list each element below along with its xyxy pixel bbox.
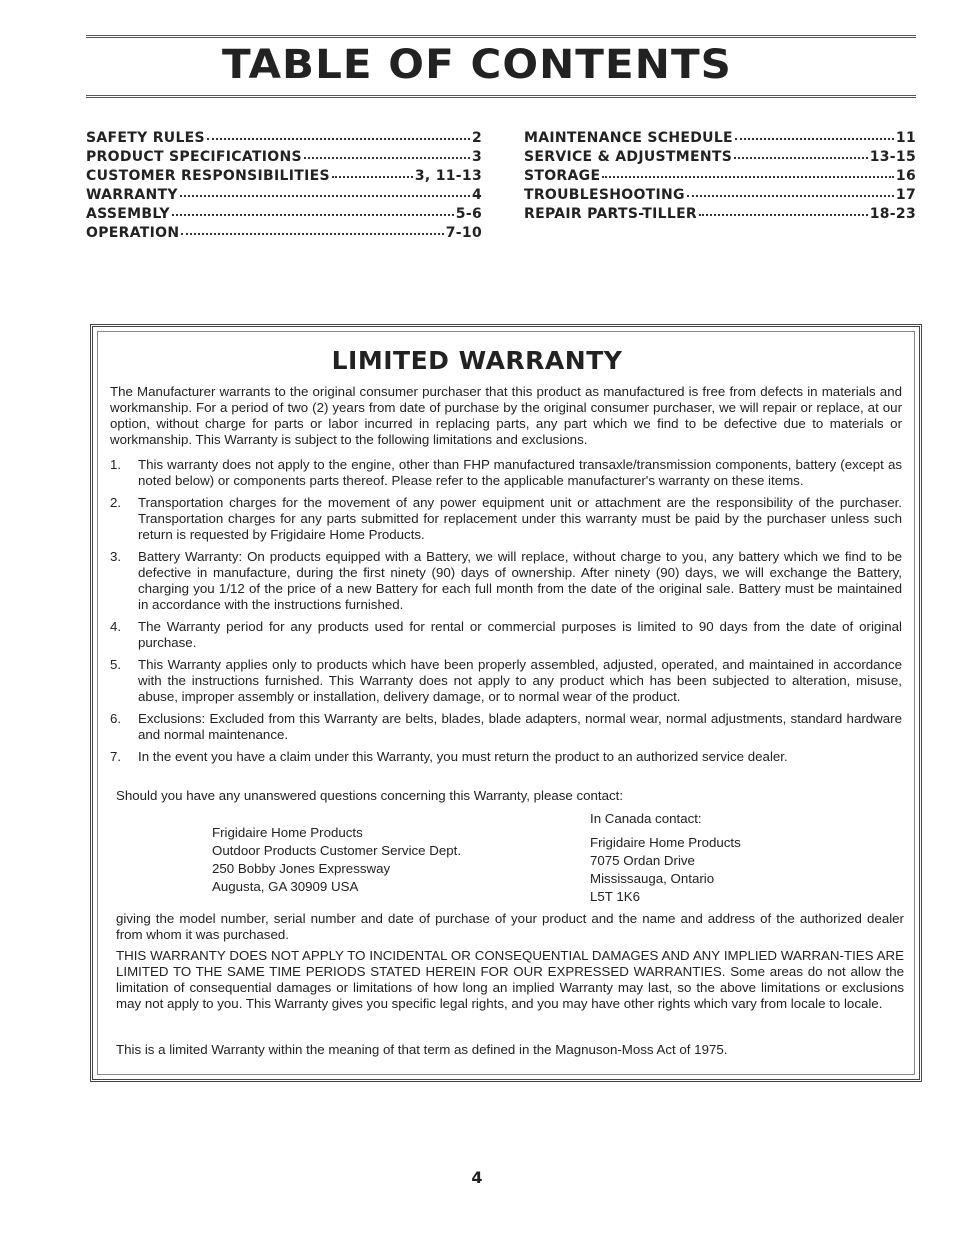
us-address-line: Augusta, GA 30909 USA — [212, 879, 359, 894]
list-item — [110, 457, 902, 489]
toc-entry-page: 18-23 — [869, 206, 916, 222]
toc-entry-page: 5-6 — [455, 206, 482, 222]
dot-leader — [181, 223, 443, 235]
disclaimer-paragraph: THIS WARRANTY DOES NOT APPLY TO INCIDENTAL OR CONSEQUENTIAL DAMAGES AND ANY IMPLIED WARRAN-TIES ARE LIMITED TO THE SAME TIME PERIODS STATED HEREIN FOR OUR EXPRESSED WARRANTIES. Some areas do not allow the limitation of consequential damages or limitations of how long an implied Warranty may last, so the above limitations or exclusions may not apply to you. This Warranty gives you specific legal rights, and you may have other rights which vary from locale to locale. — [116, 948, 904, 1011]
toc-entry-label: OPERATION — [86, 225, 180, 241]
toc-entry[interactable] — [524, 206, 916, 225]
list-item-number: 2. — [110, 495, 122, 510]
list-item-text: This Warranty applies only to products which have been properly assembled, adjusted, operated, and maintained in accordance with the instructions furnished. This Warranty does not apply to any product which has been subjected to alteration, misuse, abuse, improper assembly or installation, delivery damage, or to normal wear of the product. — [138, 657, 902, 704]
list-item-number: 7. — [110, 749, 122, 764]
us-address-block — [212, 824, 461, 896]
toc-entry-label: TROUBLESHOOTING — [524, 187, 685, 203]
list-item-text: Exclusions: Excluded from this Warranty are belts, blades, blade adapters, normal wear, normal adjustments, standard hardware and normal maintenance. — [138, 711, 902, 742]
toc-entry-label: STORAGE — [524, 168, 601, 184]
toc-entry-page: 3 — [471, 149, 482, 165]
toc-title: TABLE OF CONTENTS — [222, 42, 732, 88]
list-item-text: In the event you have a claim under this Warranty, you must return the product to an authorized service dealer. — [138, 749, 788, 764]
list-item — [110, 657, 902, 705]
dot-leader — [734, 147, 868, 159]
toc-entry-label: SERVICE & ADJUSTMENTS — [524, 149, 733, 165]
dot-leader — [332, 166, 413, 178]
toc-entry-label: ASSEMBLY — [86, 206, 170, 222]
list-item-text: This warranty does not apply to the engine, other than FHP manufactured transaxle/transmission components, battery (except as noted below) or components parts thereof. Please refer to the applicable manufacturer's warranty on these items. — [138, 457, 902, 488]
dot-leader — [304, 147, 470, 159]
list-item-text: The Warranty period for any products used for rental or commercial purposes is limited to 90 days from the date of original purchase. — [138, 619, 902, 650]
list-item-number: 3. — [110, 549, 122, 564]
toc-entry-label: PRODUCT SPECIFICATIONS — [86, 149, 302, 165]
dot-leader — [207, 128, 470, 140]
canada-contact-heading: In Canada contact: — [590, 811, 702, 826]
warranty-title: LIMITED WARRANTY — [331, 346, 623, 375]
list-item — [110, 619, 902, 651]
top-rule — [86, 35, 916, 38]
page-number: 4 — [471, 1168, 483, 1187]
toc-entry-label: SAFETY RULES — [86, 130, 205, 146]
warranty-limitations-list — [110, 457, 902, 771]
toc-entry-label: REPAIR PARTS-TILLER — [524, 206, 698, 222]
final-statement: This is a limited Warranty within the meaning of that term as defined in the Magnuson-Moss Act of 1975. — [116, 1042, 728, 1057]
toc-left-column — [86, 130, 482, 244]
toc-entry-label: MAINTENANCE SCHEDULE — [524, 130, 733, 146]
canada-address-line: L5T 1K6 — [590, 889, 641, 904]
toc-entry-page: 13-15 — [869, 149, 916, 165]
us-address-line: Frigidaire Home Products — [212, 825, 363, 840]
us-address-line: Outdoor Products Customer Service Dept. — [212, 843, 462, 858]
list-item — [110, 495, 902, 543]
toc-entry[interactable] — [86, 225, 482, 244]
toc-entry-page: 7-10 — [445, 225, 482, 241]
toc-right-column — [524, 130, 916, 225]
toc-entry-page: 16 — [895, 168, 916, 184]
toc-entry-label: CUSTOMER RESPONSIBILITIES — [86, 168, 330, 184]
dot-leader — [735, 128, 894, 140]
canada-address-line: 7075 Ordan Drive — [590, 853, 695, 868]
canada-address-line: Mississauga, Ontario — [590, 871, 715, 886]
warranty-intro: The Manufacturer warrants to the original consumer purchaser that this product as manufactured is free from defects in materials and workmanship. For a period of two (2) years from date of purchase by the original consumer purchaser, we will repair or replace, at our option, without charge for parts or labor incurred in replacing parts, any part which we find to be defective due to materials or workmanship. This Warranty is subject to the following limitations and exclusions. — [110, 384, 902, 447]
list-item-number: 4. — [110, 619, 122, 634]
toc-entry-page: 2 — [471, 130, 482, 146]
list-item-text: Battery Warranty: On products equipped with a Battery, we will replace, without charge to you, any battery which we find to be defective in manufacture, during the first ninety (90) days of ownership. After ninety (90) days, we will exchange the Battery, charging you 1/12 of the price of a new Battery for each full month from the date of the original sale. Battery must be maintained in accordance with the instructions furnished. — [138, 549, 902, 612]
list-item-number: 5. — [110, 657, 122, 672]
list-item — [110, 549, 902, 613]
list-item — [110, 749, 902, 765]
dot-leader — [699, 204, 868, 216]
dot-leader — [602, 166, 894, 178]
toc-entry-page: 4 — [471, 187, 482, 203]
toc-entry-page: 11 — [895, 130, 916, 146]
toc-entry-label: WARRANTY — [86, 187, 178, 203]
canada-address-line: Frigidaire Home Products — [590, 835, 741, 850]
toc-entry-page: 17 — [895, 187, 916, 203]
giving-paragraph: giving the model number, serial number and date of purchase of your product and the name and address of the authorized dealer from whom it was purchased. — [116, 911, 904, 942]
us-address-line: 250 Bobby Jones Expressway — [212, 861, 391, 876]
list-item-number: 6. — [110, 711, 122, 726]
dot-leader — [180, 185, 470, 197]
title-underline-rule — [86, 95, 916, 98]
list-item-text: Transportation charges for the movement of any power equipment unit or attachment are the responsibility of the purchaser. Transportation charges for any parts submitted for replacement under this warranty must be paid by the purchaser unless such return is requested by Frigidaire Home Products. — [138, 495, 902, 542]
toc-entry[interactable] — [86, 149, 482, 168]
dot-leader — [172, 204, 454, 216]
dot-leader — [687, 185, 894, 197]
list-item — [110, 711, 902, 743]
toc-entry-page: 3, 11-13 — [414, 168, 482, 184]
contact-question: Should you have any unanswered questions concerning this Warranty, please contact: — [116, 788, 624, 803]
list-item-number: 1. — [110, 457, 122, 472]
canada-address-block — [590, 810, 741, 906]
